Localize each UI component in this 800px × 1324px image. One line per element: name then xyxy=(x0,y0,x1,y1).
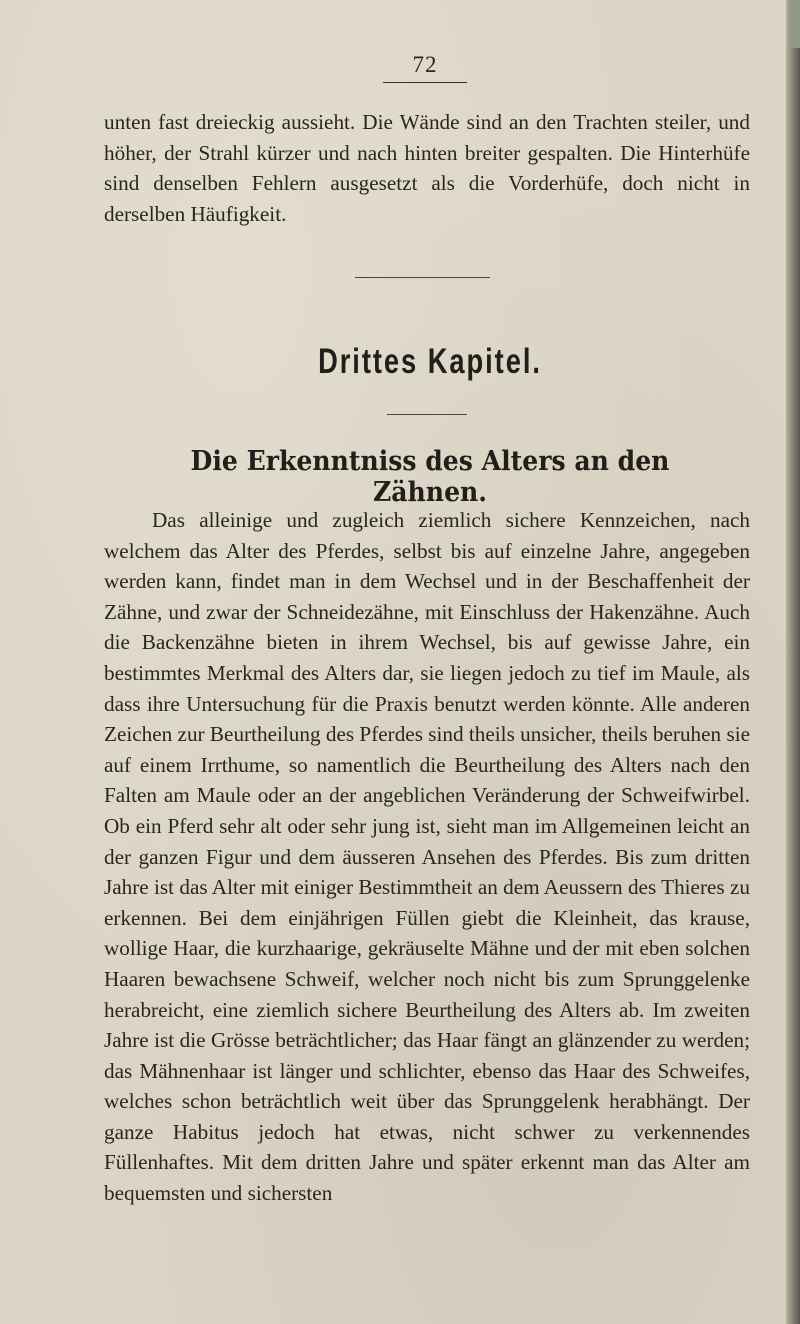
section-heading: Die Erkenntniss des Alters an den Zähnen. xyxy=(190,446,670,508)
continuation-paragraph: unten fast dreieckig aussieht. Die Wände sind an den Trachten steiler, und höher, der Strahl kürzer und nach hinten breiter gespalten. Die Hinterhüfe sind denselben Fehlern ausgesetzt als die Vorderhüfe, doch nicht in derselben Häufigkeit. xyxy=(104,110,750,226)
chapter-divider-rule xyxy=(387,414,467,415)
page-number: 72 xyxy=(412,52,438,77)
section-divider-rule xyxy=(355,277,490,278)
page-edge-tab xyxy=(790,0,800,48)
page-number-underline xyxy=(383,82,467,83)
chapter-title: Drittes Kapitel. xyxy=(318,342,542,381)
page-edge-shadow xyxy=(786,0,800,1324)
body-paragraph: Das alleinige und zugleich ziemlich sichere Kennzeichen, nach welchem das Alter des Pferdes, selbst bis auf einzelne Jahre, angegeben werden kann, findet man in dem Wechsel und in der Beschaffenheit der Zähne, und zwar der Schneidezähne, mit Einschluss der Hakenzähne. Auch die Backenzähne bieten in ihrem Wechsel, bis auf gewisse Jahre, ein bestimmtes Merkmal des Alters dar, sie liegen jedoch zu tief im Maule, als dass ihre Untersuchung für die Praxis benutzt werden könnte. Alle anderen Zeichen zur Beurtheilung des Pferdes sind theils unsicher, theils beruhen sie auf einem Irrthume, so namentlich die Beurtheilung des Alters nach den Falten am Maule oder an der angeblichen Veränderung der Schweifwirbel. Ob ein Pferd sehr alt oder sehr jung ist, sieht man im Allgemeinen leicht an der ganzen Figur und dem äusseren Ansehen des Pferdes. Bis zum dritten Jahre ist das Alter mit einiger Bestimmtheit an dem Aeussern des Thieres zu erkennen. Bei dem einjährigen Füllen giebt die Kleinheit, das krause, wollige Haar, die kurzhaarige, gekräuselte Mähne und der mit eben solchen Haaren bewachsene Schweif, welcher noch nicht bis zum Sprunggelenke herabreicht, eine ziemlich sichere Beurtheilung des Alters ab. Im zweiten Jahre ist die Grösse beträchtlicher; das Haar fängt an glänzender zu werden; das Mähnenhaar ist länger und schlichter, ebenso das Haar des Schweifes, welches schon beträchtlich weit über das Sprunggelenk herabhängt. Der ganze Habitus jedoch hat etwas, nicht schwer zu verkennendes Füllenhaftes. Mit dem dritten Jahre und später erkennt man das Alter am bequemsten und sichersten xyxy=(104,508,750,1206)
